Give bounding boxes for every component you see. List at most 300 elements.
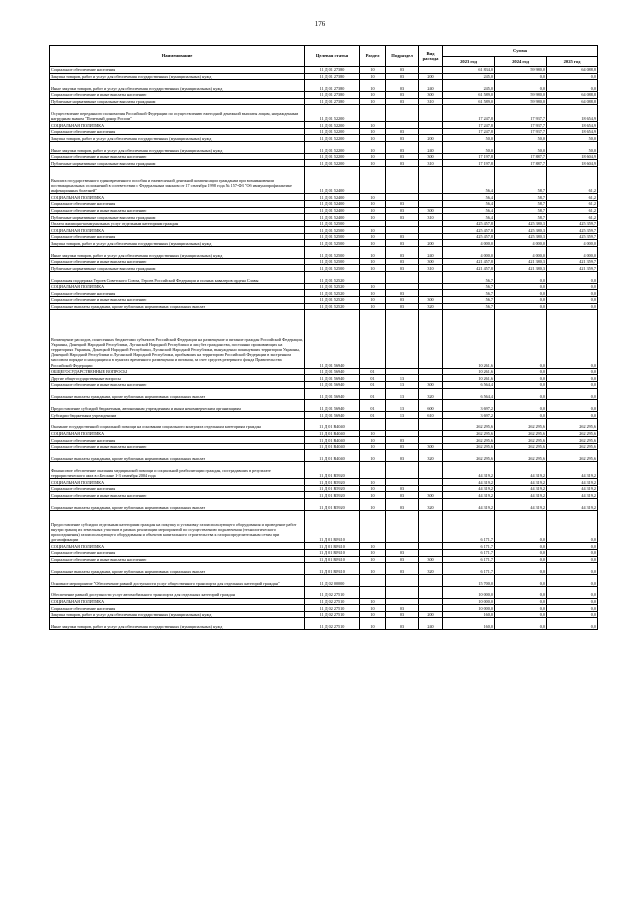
row-sum-2025: 0,0 <box>547 272 598 284</box>
row-sum-2025: 0,0 <box>547 563 598 575</box>
row-name: Социальное обеспечение и иные выплаты населению <box>50 382 305 389</box>
row-sum-2024: 0,0 <box>495 80 547 92</box>
row-podrazdel <box>386 220 419 227</box>
row-name: Социальные выплаты гражданам, кроме публичных нормативных социальных выплат <box>50 498 305 510</box>
row-sum-2023: 425 457,8 <box>443 220 495 227</box>
row-razdel <box>360 586 386 598</box>
row-vid <box>419 220 443 227</box>
row-sum-2024: 421 380,3 <box>495 258 547 265</box>
row-csr: 11 Д 01 52200 <box>305 160 360 167</box>
row-name: Иные закупки товаров, работ и услуг для обеспечения государственных (муниципальных) нужд <box>50 141 305 153</box>
row-razdel: 10 <box>360 297 386 304</box>
row-sum-2025: 0,0 <box>547 549 598 556</box>
row-sum-2024: 0,0 <box>495 510 547 543</box>
row-csr: 11 Д 02 27510 <box>305 598 360 605</box>
row-sum-2023: 17 247,8 <box>443 105 495 122</box>
row-name: Публичные нормативные социальные выплаты гражданам <box>50 98 305 105</box>
row-sum-2024: 59 980,0 <box>495 91 547 98</box>
row-name: Социальные выплаты гражданам, кроме публичных нормативных социальных выплат <box>50 303 305 310</box>
row-name: Социальное обеспечение и иные выплаты населению <box>50 492 305 499</box>
row-name: Социальное обеспечение населения <box>50 605 305 612</box>
row-razdel: 10 <box>360 303 386 310</box>
row-csr: 11 Д 01 52520 <box>305 290 360 297</box>
row-sum-2025: 0,0 <box>547 73 598 80</box>
row-razdel: 10 <box>360 437 386 444</box>
row-name: Закупка товаров, работ и услуг для обеспечения государственных (муниципальных) нужд <box>50 135 305 142</box>
row-sum-2023: 56,4 <box>443 207 495 214</box>
row-sum-2023: 10 261,6 <box>443 368 495 375</box>
row-sum-2025: 61,2 <box>547 214 598 221</box>
row-vid: 310 <box>419 160 443 167</box>
row-sum-2023: 44 319,2 <box>443 498 495 510</box>
row-vid: 300 <box>419 91 443 98</box>
row-vid <box>419 105 443 122</box>
row-sum-2024: 421 380,3 <box>495 265 547 272</box>
table-row <box>50 382 598 389</box>
row-sum-2024: 0,0 <box>495 388 547 400</box>
row-sum-2023: 56,4 <box>443 214 495 221</box>
row-razdel <box>360 510 386 543</box>
row-name: Иные закупки товаров, работ и услуг для обеспечения государственных (муниципальных) нужд <box>50 247 305 259</box>
row-csr: 11 Д 01 52400 <box>305 194 360 201</box>
row-razdel <box>360 418 386 430</box>
row-vid <box>419 310 443 369</box>
row-razdel: 10 <box>360 258 386 265</box>
row-csr: 11 Д 01 52200 <box>305 135 360 142</box>
row-razdel: 10 <box>360 605 386 612</box>
row-sum-2025: 0,0 <box>547 605 598 612</box>
row-podrazdel <box>386 310 419 369</box>
row-vid: 240 <box>419 247 443 259</box>
row-sum-2025: 0,0 <box>547 412 598 419</box>
row-podrazdel: 03 <box>386 290 419 297</box>
row-sum-2025: 64 088,8 <box>547 91 598 98</box>
row-csr: 11 Д 01 52400 <box>305 200 360 207</box>
row-podrazdel: 03 <box>386 135 419 142</box>
row-sum-2024: 58,7 <box>495 207 547 214</box>
row-podrazdel: 03 <box>386 214 419 221</box>
table-row <box>50 290 598 297</box>
row-name: СОЦИАЛЬНАЯ ПОЛИТИКА <box>50 430 305 437</box>
row-razdel: 10 <box>360 160 386 167</box>
row-sum-2025: 50,0 <box>547 135 598 142</box>
row-sum-2025: 0,0 <box>547 574 598 586</box>
row-name: Оплата жилищно-коммунальных услуг отдельным категориям граждан <box>50 220 305 227</box>
row-csr: 11 Д 01 27380 <box>305 73 360 80</box>
row-name: Публичные нормативные социальные выплаты гражданам <box>50 160 305 167</box>
row-razdel: 10 <box>360 73 386 80</box>
row-podrazdel: 03 <box>386 297 419 304</box>
row-vid: 300 <box>419 297 443 304</box>
row-sum-2023: 6 171,7 <box>443 556 495 563</box>
row-sum-2023: 4 000,0 <box>443 240 495 247</box>
row-sum-2025: 0,0 <box>547 618 598 630</box>
row-name: Закупка товаров, работ и услуг для обеспечения государственных (муниципальных) нужд <box>50 611 305 618</box>
row-csr: 11 Д 01 52500 <box>305 258 360 265</box>
row-sum-2024: 0,0 <box>495 611 547 618</box>
row-podrazdel: 03 <box>386 265 419 272</box>
row-sum-2025: 44 319,2 <box>547 462 598 479</box>
row-csr: 11 Д 01 52520 <box>305 283 360 290</box>
table-row <box>50 598 598 605</box>
row-razdel: 01 <box>360 382 386 389</box>
row-sum-2024: 58,7 <box>495 194 547 201</box>
table-row <box>50 153 598 160</box>
budget-table <box>49 45 598 630</box>
row-sum-2024: 0,0 <box>495 574 547 586</box>
row-vid <box>419 227 443 234</box>
row-sum-2024: 50,0 <box>495 135 547 142</box>
row-razdel: 10 <box>360 443 386 450</box>
row-sum-2025: 0,0 <box>547 388 598 400</box>
row-vid <box>419 200 443 207</box>
row-podrazdel: 03 <box>386 605 419 612</box>
row-name: Предоставление субсидий бюджетным, автономным учреждениям и иным некоммерческим организациям <box>50 400 305 412</box>
row-sum-2025: 0,0 <box>547 303 598 310</box>
table-row <box>50 418 598 430</box>
row-sum-2024: 17 887,7 <box>495 160 547 167</box>
row-vid: 610 <box>419 412 443 419</box>
row-sum-2024: 4 000,0 <box>495 247 547 259</box>
row-sum-2023: 3 697,2 <box>443 400 495 412</box>
table-row <box>50 310 598 369</box>
row-vid <box>419 479 443 486</box>
table-row <box>50 283 598 290</box>
row-name: СОЦИАЛЬНАЯ ПОЛИТИКА <box>50 479 305 486</box>
page-number: 176 <box>314 20 326 28</box>
row-podrazdel <box>386 543 419 550</box>
row-podrazdel: 03 <box>386 200 419 207</box>
row-razdel <box>360 272 386 284</box>
row-sum-2025: 44 319,2 <box>547 492 598 499</box>
table-row <box>50 549 598 556</box>
table-row <box>50 265 598 272</box>
row-razdel: 10 <box>360 485 386 492</box>
row-sum-2024: 262 295,6 <box>495 418 547 430</box>
row-podrazdel: 13 <box>386 412 419 419</box>
table-row <box>50 233 598 240</box>
row-razdel: 10 <box>360 128 386 135</box>
table-row <box>50 160 598 167</box>
row-sum-2023: 262 295,6 <box>443 418 495 430</box>
table-row <box>50 303 598 310</box>
row-csr: 11 Д 02 27510 <box>305 605 360 612</box>
row-podrazdel <box>386 368 419 375</box>
row-sum-2025: 18 654,9 <box>547 122 598 129</box>
row-sum-2023: 10 261,6 <box>443 310 495 369</box>
row-podrazdel: 03 <box>386 498 419 510</box>
row-podrazdel <box>386 418 419 430</box>
row-sum-2023: 56,7 <box>443 272 495 284</box>
row-csr: 11 Д 01 R4040 <box>305 418 360 430</box>
row-name: Осуществление переданного полномочия Российской Федерации по осуществлению ежегодной денежной выплаты лицам, награжденным нагрудным знаком "Почетный донор России" <box>50 105 305 122</box>
table-row <box>50 400 598 412</box>
row-vid: 310 <box>419 214 443 221</box>
row-sum-2025: 262 295,6 <box>547 443 598 450</box>
row-csr: 11 Д 01 52500 <box>305 233 360 240</box>
row-podrazdel: 13 <box>386 388 419 400</box>
table-row <box>50 412 598 419</box>
row-vid: 320 <box>419 563 443 575</box>
row-razdel <box>360 574 386 586</box>
row-csr: 11 Д 01 R4040 <box>305 430 360 437</box>
table-row <box>50 611 598 618</box>
row-name: Социальное обеспечение и иные выплаты населению <box>50 258 305 265</box>
row-sum-2025: 262 295,6 <box>547 450 598 462</box>
table-row <box>50 430 598 437</box>
row-name: Основное мероприятие "Обеспечение равной доступности услуг общественного транспорта для отдельных категорий граждан" <box>50 574 305 586</box>
row-podrazdel: 03 <box>386 247 419 259</box>
row-sum-2024: 0,0 <box>495 375 547 382</box>
row-sum-2025: 18 604,9 <box>547 160 598 167</box>
row-sum-2023: 262 295,6 <box>443 443 495 450</box>
row-podrazdel <box>386 462 419 479</box>
row-name: Социальное обеспечение населения <box>50 549 305 556</box>
row-sum-2024: 17 937,7 <box>495 122 547 129</box>
row-vid: 200 <box>419 611 443 618</box>
row-sum-2024: 0,0 <box>495 563 547 575</box>
row-csr: 11 Д 01 52500 <box>305 227 360 234</box>
row-sum-2023: 6 171,7 <box>443 549 495 556</box>
row-sum-2024: 425 380,3 <box>495 227 547 234</box>
row-vid <box>419 166 443 193</box>
row-csr: 11 Д 01 52520 <box>305 303 360 310</box>
row-vid: 240 <box>419 618 443 630</box>
table-row <box>50 258 598 265</box>
row-sum-2023: 44 319,2 <box>443 479 495 486</box>
row-razdel: 10 <box>360 135 386 142</box>
row-sum-2025: 18 604,9 <box>547 153 598 160</box>
row-sum-2023: 56,4 <box>443 194 495 201</box>
row-podrazdel: 03 <box>386 153 419 160</box>
row-razdel: 10 <box>360 498 386 510</box>
row-podrazdel <box>386 598 419 605</box>
table-row <box>50 227 598 234</box>
row-name: Субсидии бюджетным учреждениям <box>50 412 305 419</box>
row-vid <box>419 437 443 444</box>
row-name: Социальное обеспечение населения <box>50 128 305 135</box>
row-podrazdel: 03 <box>386 160 419 167</box>
col-header-2023: 2023 год <box>443 57 495 67</box>
row-razdel <box>360 310 386 369</box>
row-sum-2023: 6 564,4 <box>443 382 495 389</box>
table-row <box>50 207 598 214</box>
row-name: Публичные нормативные социальные выплаты гражданам <box>50 265 305 272</box>
row-sum-2023: 160,0 <box>443 611 495 618</box>
row-csr: 11 Д 01 RР410 <box>305 563 360 575</box>
row-vid <box>419 462 443 479</box>
row-csr: 11 Д 01 52520 <box>305 272 360 284</box>
row-sum-2025: 18 654,9 <box>547 128 598 135</box>
row-razdel: 10 <box>360 80 386 92</box>
table-row <box>50 437 598 444</box>
row-razdel: 01 <box>360 368 386 375</box>
row-vid: 310 <box>419 265 443 272</box>
row-vid <box>419 122 443 129</box>
row-vid: 300 <box>419 382 443 389</box>
row-razdel: 01 <box>360 400 386 412</box>
row-sum-2023: 17 247,8 <box>443 122 495 129</box>
row-sum-2025: 0,0 <box>547 400 598 412</box>
row-sum-2025: 262 295,6 <box>547 430 598 437</box>
row-csr: 11 Д 01 56940 <box>305 388 360 400</box>
row-razdel: 10 <box>360 240 386 247</box>
row-podrazdel: 03 <box>386 207 419 214</box>
row-vid: 200 <box>419 135 443 142</box>
col-header-razdel: Раздел <box>360 46 386 67</box>
row-razdel: 10 <box>360 227 386 234</box>
row-podrazdel: 03 <box>386 98 419 105</box>
row-vid: 200 <box>419 73 443 80</box>
col-header-name: Наименование <box>50 46 305 67</box>
row-name: Социальные выплаты гражданам, кроме публичных нормативных социальных выплат <box>50 388 305 400</box>
row-sum-2024: 59 980,0 <box>495 67 547 74</box>
row-vid <box>419 605 443 612</box>
row-sum-2024: 44 319,2 <box>495 492 547 499</box>
row-podrazdel <box>386 122 419 129</box>
row-sum-2025: 4 000,0 <box>547 240 598 247</box>
table-row <box>50 556 598 563</box>
row-podrazdel <box>386 479 419 486</box>
col-header-2025: 2025 год <box>547 57 598 67</box>
row-sum-2024: 58,7 <box>495 200 547 207</box>
row-csr: 11 Д 02 27510 <box>305 586 360 598</box>
row-sum-2024: 0,0 <box>495 368 547 375</box>
row-name: СОЦИАЛЬНАЯ ПОЛИТИКА <box>50 122 305 129</box>
row-csr: 11 Д 01 56940 <box>305 375 360 382</box>
row-sum-2023: 56,7 <box>443 303 495 310</box>
row-sum-2024: 44 319,2 <box>495 479 547 486</box>
row-vid <box>419 128 443 135</box>
table-row <box>50 194 598 201</box>
row-sum-2023: 50,0 <box>443 141 495 153</box>
row-sum-2023: 15 700,0 <box>443 574 495 586</box>
row-name: Социальное обеспечение населения <box>50 290 305 297</box>
row-sum-2024: 0,0 <box>495 618 547 630</box>
row-sum-2023: 6 171,7 <box>443 543 495 550</box>
row-sum-2024: 44 319,2 <box>495 485 547 492</box>
row-sum-2023: 17 197,8 <box>443 160 495 167</box>
row-podrazdel: 13 <box>386 400 419 412</box>
row-csr: 11 Д 02 27510 <box>305 611 360 618</box>
row-sum-2025: 0,0 <box>547 543 598 550</box>
row-podrazdel <box>386 166 419 193</box>
row-csr: 11 Д 01 56940 <box>305 310 360 369</box>
row-sum-2024: 17 937,7 <box>495 105 547 122</box>
col-header-vid: Вид расхода <box>419 46 443 67</box>
row-sum-2023: 425 457,8 <box>443 227 495 234</box>
row-csr: 11 Д 01 52200 <box>305 128 360 135</box>
table-row <box>50 375 598 382</box>
row-podrazdel: 03 <box>386 437 419 444</box>
row-csr: 11 Д 01 R4040 <box>305 437 360 444</box>
row-sum-2024: 262 295,6 <box>495 443 547 450</box>
row-sum-2025: 50,0 <box>547 141 598 153</box>
table-row <box>50 297 598 304</box>
row-sum-2024: 50,0 <box>495 141 547 153</box>
row-csr: 11 Д 01 52520 <box>305 297 360 304</box>
row-sum-2024: 0,0 <box>495 310 547 369</box>
row-sum-2023: 17 197,8 <box>443 153 495 160</box>
row-razdel: 10 <box>360 543 386 550</box>
table-row <box>50 605 598 612</box>
row-vid: 320 <box>419 450 443 462</box>
row-csr: 11 Д 01 52500 <box>305 247 360 259</box>
col-header-csr: Целевая статья <box>305 46 360 67</box>
table-row <box>50 122 598 129</box>
row-podrazdel: 03 <box>386 80 419 92</box>
row-name: Социальное обеспечение и иные выплаты населению <box>50 153 305 160</box>
row-vid: 320 <box>419 498 443 510</box>
table-body <box>50 67 598 630</box>
row-csr: 11 Д 02 00000 <box>305 574 360 586</box>
row-sum-2024: 425 380,3 <box>495 220 547 227</box>
row-csr: 11 Д 01 52200 <box>305 141 360 153</box>
row-sum-2024: 0,0 <box>495 549 547 556</box>
row-vid <box>419 510 443 543</box>
row-name: Финансовое обеспечение оказания медицинской помощи и социальной реабилитации граждан, пострадавших в результате террористического акта в г.Беслане 1-3 сентября 2004 года <box>50 462 305 479</box>
row-sum-2024: 0,0 <box>495 303 547 310</box>
row-sum-2024: 0,0 <box>495 290 547 297</box>
row-vid: 300 <box>419 258 443 265</box>
row-csr: 11 Д 01 27380 <box>305 80 360 92</box>
row-podrazdel: 03 <box>386 443 419 450</box>
row-sum-2024: 0,0 <box>495 586 547 598</box>
row-razdel: 01 <box>360 388 386 400</box>
row-sum-2024: 262 295,6 <box>495 437 547 444</box>
row-sum-2024: 0,0 <box>495 272 547 284</box>
row-sum-2023: 3 697,2 <box>443 412 495 419</box>
row-sum-2023: 160,0 <box>443 618 495 630</box>
row-sum-2024: 0,0 <box>495 297 547 304</box>
row-csr: 11 Д 01 52400 <box>305 166 360 193</box>
row-name: Закупка товаров, работ и услуг для обеспечения государственных (муниципальных) нужд <box>50 73 305 80</box>
row-vid <box>419 375 443 382</box>
row-podrazdel: 03 <box>386 450 419 462</box>
row-razdel: 10 <box>360 556 386 563</box>
row-podrazdel: 03 <box>386 240 419 247</box>
row-name: Социальное обеспечение населения <box>50 485 305 492</box>
row-sum-2023: 56,7 <box>443 283 495 290</box>
row-csr: 11 Д 01 52400 <box>305 214 360 221</box>
row-vid: 240 <box>419 80 443 92</box>
row-name: Социальное обеспечение населения <box>50 200 305 207</box>
row-razdel <box>360 220 386 227</box>
row-name: Выплата государственного единовременного пособия и ежемесячной денежной компенсации гражданам при возникновении поствакцинальных осложнений в соответствии с Федеральным законом от 17 сентября 1998 года № 157-ФЗ "Об иммунопрофилактике инфекционных болезней" <box>50 166 305 193</box>
table-row <box>50 574 598 586</box>
row-csr: 11 Д 01 R5920 <box>305 462 360 479</box>
row-podrazdel: 03 <box>386 492 419 499</box>
row-csr: 11 Д 01 R5920 <box>305 485 360 492</box>
row-csr: 11 Д 01 52500 <box>305 265 360 272</box>
row-sum-2025: 0,0 <box>547 368 598 375</box>
row-sum-2023: 56,7 <box>443 290 495 297</box>
row-vid <box>419 194 443 201</box>
table-row <box>50 135 598 142</box>
row-name: Предоставление субсидии отдельным категориям граждан на покупку и установку газоиспользующего оборудования и проведение работ внутри границ их земельных участков в рамках реализации мероприятий по осуществлению подключения (технологического присоединения) газоиспользующего оборудования и объектов капитального строительства к газораспределительным сетям при догазификации <box>50 510 305 543</box>
row-razdel: 10 <box>360 283 386 290</box>
row-csr: 11 Д 01 27380 <box>305 67 360 74</box>
row-razdel: 10 <box>360 141 386 153</box>
row-razdel: 10 <box>360 611 386 618</box>
row-vid <box>419 586 443 598</box>
row-name: СОЦИАЛЬНАЯ ПОЛИТИКА <box>50 227 305 234</box>
row-podrazdel <box>386 430 419 437</box>
row-sum-2025: 0,0 <box>547 80 598 92</box>
row-name: Социальное обеспечение и иные выплаты населению <box>50 297 305 304</box>
table-row <box>50 91 598 98</box>
row-name: Публичные нормативные социальные выплаты гражданам <box>50 214 305 221</box>
